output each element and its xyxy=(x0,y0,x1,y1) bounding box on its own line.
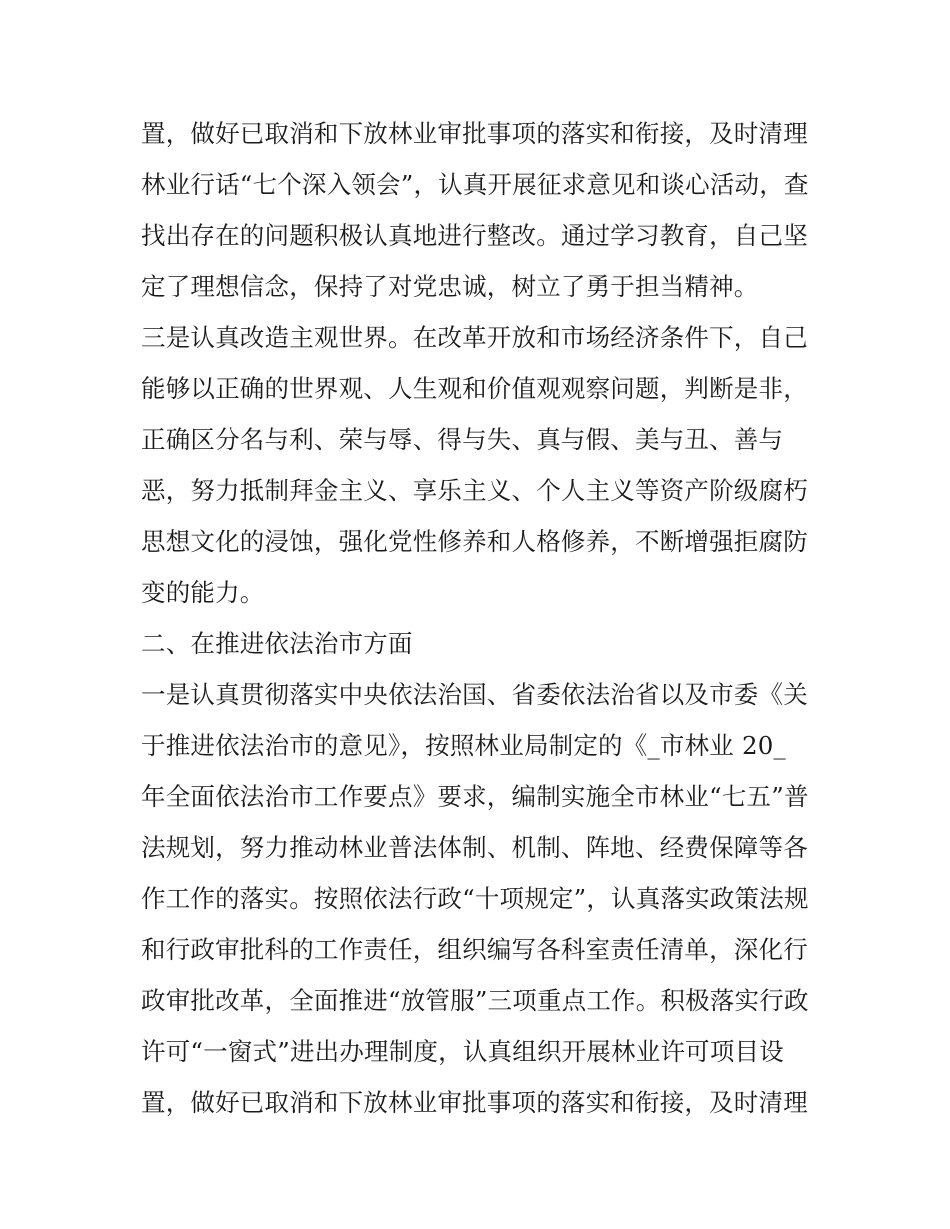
text-line: 思想文化的浸蚀，强化党性修养和人格修养，不断增强拒腐防 xyxy=(141,527,808,556)
text-line: 林业行话“七个深入领会”，认真开展征求意见和谈心活动，查 xyxy=(141,170,809,199)
text-line: 定了理想信念，保持了对党忠诚，树立了勇于担当精神。 xyxy=(141,272,759,301)
text-line: 一是认真贯彻落实中央依法治国、省委依法治省以及市委《关 xyxy=(141,680,808,709)
text-line: 找出存在的问题积极认真地进行整改。通过学习教育，自己坚 xyxy=(141,221,808,250)
text-line: 三是认真改造主观世界。在改革开放和市场经济条件下，自己 xyxy=(141,323,808,352)
text-line: 正确区分名与利、荣与辱、得与失、真与假、美与丑、善与 xyxy=(141,425,784,454)
text-line: 许可“一窗式”进出办理制度，认真组织开展林业许可项目设 xyxy=(141,1037,784,1066)
text-line: 置，做好已取消和下放林业审批事项的落实和衔接，及时清理 xyxy=(141,1088,808,1117)
text-line: 恶，努力抵制拜金主义、享乐主义、个人主义等资产阶级腐朽 xyxy=(141,476,808,505)
text-line: 作工作的落实。按照依法行政“十项规定”，认真落实政策法规 xyxy=(141,884,809,913)
text-line: 政审批改革，全面推进“放管服”三项重点工作。积极落实行政 xyxy=(141,986,809,1015)
text-line: 法规划，努力推动林业普法体制、机制、阵地、经费保障等各 xyxy=(141,833,808,862)
text-line: 于推进依法治市的意见》，按照林业局制定的《_市林业 20_ xyxy=(141,731,787,760)
section-heading: 二、在推进依法治市方面 xyxy=(141,629,413,658)
text-line: 年全面依法治市工作要点》要求，编制实施全市林业“七五”普 xyxy=(141,782,809,811)
text-line: 置，做好已取消和下放林业审批事项的落实和衔接，及时清理 xyxy=(141,119,808,148)
text-line: 变的能力。 xyxy=(141,578,265,607)
text-line: 和行政审批科的工作责任，组织编写各科室责任清单，深化行 xyxy=(141,935,808,964)
text-line: 能够以正确的世界观、人生观和价值观观察问题，判断是非， xyxy=(141,374,808,403)
document-body xyxy=(141,108,817,1128)
